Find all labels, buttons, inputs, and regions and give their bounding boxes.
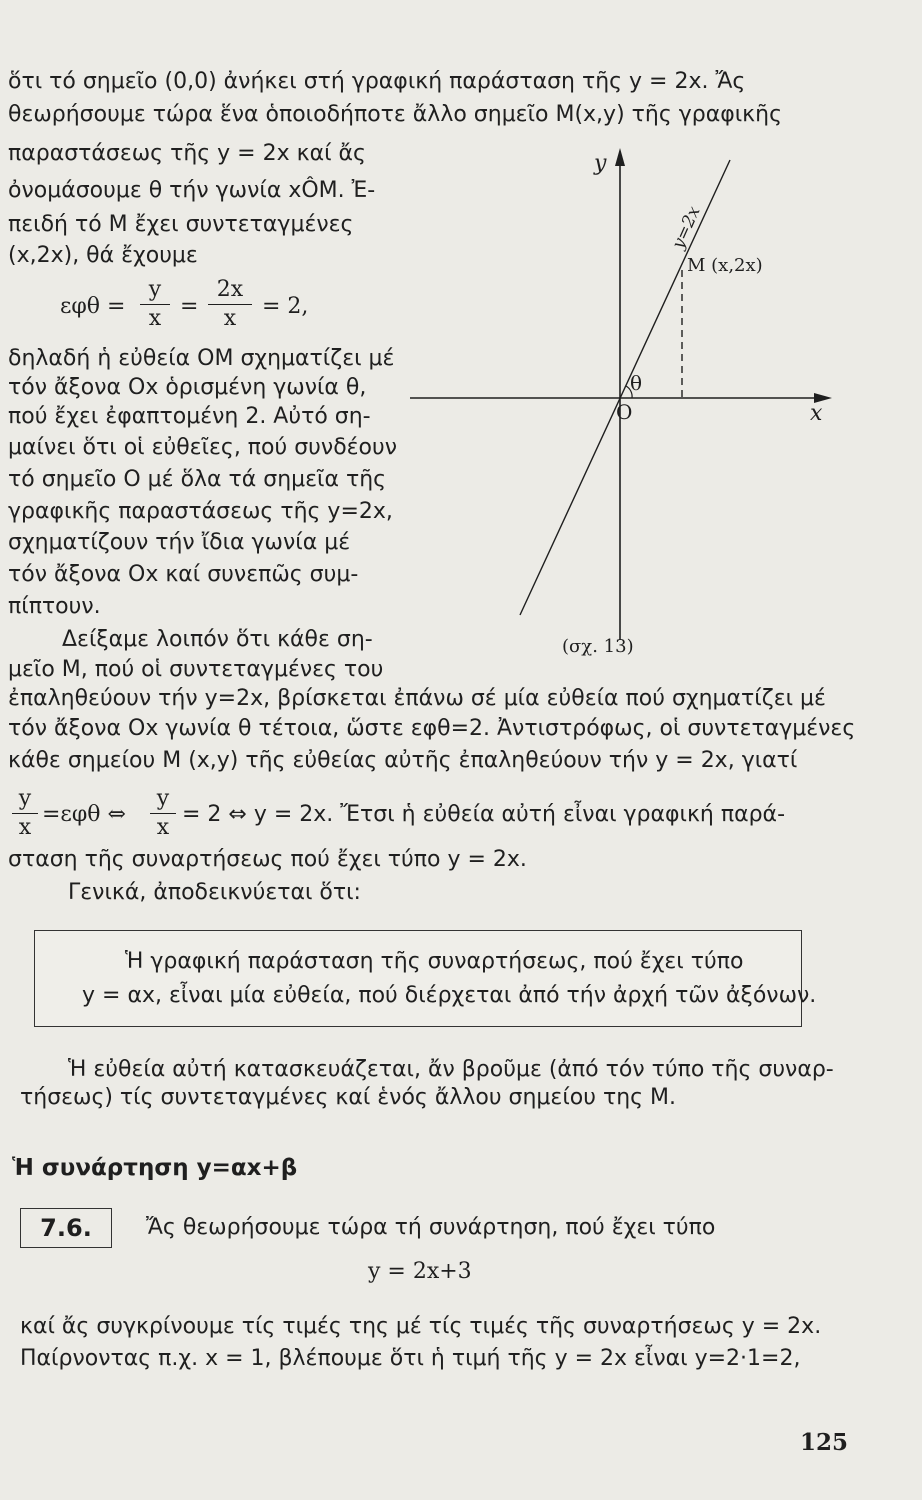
text-line: μαίνει ὅτι οἱ εὐθεῖες, πού συνδέουν bbox=[8, 435, 398, 460]
text-line: ὀνομάσουμε θ τήν γωνία xÔM. Ἐ- bbox=[8, 178, 376, 203]
section-heading: Ἡ συνάρτηση y=αx+β bbox=[12, 1155, 298, 1181]
theorem-line: Ἡ γραφική παράσταση τῆς συναρτήσεως, πού ἔχει τύπο bbox=[125, 949, 744, 974]
equation-text: = 2 ⇔ y = 2x. Ἔτσι ἡ εὐθεία αὐτή εἶναι γραφική παρά- bbox=[182, 802, 786, 827]
text-line: καί ἄς συγκρίνουμε τίς τιμές της μέ τίς τιμές τῆς συναρτήσεως y = 2x. bbox=[20, 1314, 822, 1339]
line-y-2x bbox=[520, 160, 730, 615]
figure-caption: (σχ. 13) bbox=[562, 636, 634, 657]
text-line: ὅτι τό σημεῖο (0,0) ἀνήκει στή γραφική παράσταση τῆς y = 2x. Ἄς bbox=[8, 69, 746, 94]
text-line: σχηματίζουν τήν ἴδια γωνία μέ bbox=[8, 530, 351, 555]
denominator: x bbox=[223, 306, 237, 331]
text-line: δηλαδή ἡ εὐθεία OM σχηματίζει μέ bbox=[8, 346, 395, 371]
text-line: πίπτουν. bbox=[8, 594, 101, 619]
text-line: ἐπαληθεύουν τήν y=2x, βρίσκεται ἐπάνω σέ μία εὐθεία πού σχηματίζει μέ bbox=[8, 686, 826, 711]
section-number: 7.6. bbox=[20, 1208, 112, 1248]
origin-label: O bbox=[616, 400, 633, 424]
numerator: y bbox=[148, 277, 162, 302]
formula: y = 2x+3 bbox=[368, 1259, 472, 1284]
text-line: θεωρήσουμε τώρα ἕνα ὁποιοδήποτε ἄλλο σημεῖο M(x,y) τῆς γραφικῆς bbox=[8, 102, 783, 127]
text-line: παραστάσεως τῆς y = 2x καί ἄς bbox=[8, 141, 366, 166]
text-line: Δείξαμε λοιπόν ὅτι κάθε ση- bbox=[62, 627, 373, 652]
denominator: x bbox=[156, 815, 170, 840]
text-line: μεῖο M, πού οἱ συντεταγμένες του bbox=[8, 657, 384, 682]
fraction bbox=[208, 277, 252, 332]
theorem-box bbox=[34, 930, 802, 1027]
fraction bbox=[140, 277, 170, 332]
text-line: τόν ἄξονα Ox γωνία θ τέτοια, ὥστε εφθ=2. Ἀντιστρόφως, οἱ συντεταγμένες bbox=[8, 716, 856, 741]
text-line: Γενικά, ἀποδεικνύεται ὅτι: bbox=[68, 880, 361, 905]
numerator: y bbox=[18, 786, 32, 811]
x-axis-label: x bbox=[810, 401, 823, 426]
text-line: τό σημεῖο O μέ ὅλα τά σημεῖα τῆς bbox=[8, 467, 387, 492]
text-line: πειδή τό M ἔχει συντεταγμένες bbox=[8, 212, 354, 237]
theorem-line: y = αx, εἶναι μία εὐθεία, πού διέρχεται ἀπό τήν ἀρχή τῶν ἀξόνων. bbox=[82, 983, 817, 1008]
numerator: y bbox=[156, 786, 170, 811]
equation-text: =εφθ ⇔ bbox=[42, 802, 126, 827]
page-number: 125 bbox=[800, 1429, 849, 1456]
equation-rhs: = 2, bbox=[262, 294, 309, 319]
y-axis-arrow-icon bbox=[615, 148, 625, 166]
numerator: 2x bbox=[216, 277, 244, 302]
point-label: M (x,2x) bbox=[687, 255, 763, 276]
text-line: Ἄς θεωρήσουμε τώρα τή συνάρτηση, πού ἔχει τύπο bbox=[146, 1215, 716, 1240]
fraction bbox=[150, 786, 176, 841]
text-line: γραφικῆς παραστάσεως τῆς y=2x, bbox=[8, 499, 393, 524]
equation-mid: = bbox=[180, 294, 199, 319]
angle-label: θ bbox=[630, 371, 643, 395]
text-line: (x,2x), θά ἔχουμε bbox=[8, 243, 198, 268]
denominator: x bbox=[148, 306, 162, 331]
text-line: πού ἔχει ἐφαπτομένη 2. Αὐτό ση- bbox=[8, 404, 371, 429]
text-line: σταση τῆς συναρτήσεως πού ἔχει τύπο y = 2x. bbox=[8, 847, 527, 872]
equation-lhs: εφθ = bbox=[60, 294, 126, 319]
line-label: y=2x bbox=[668, 203, 705, 253]
y-axis-label: y bbox=[594, 151, 607, 176]
text-line: Ἡ εὐθεία αὐτή κατασκευάζεται, ἄν βροῦμε (ἀπό τόν τύπο τῆς συναρ- bbox=[68, 1057, 834, 1082]
text-line: τήσεως) τίς συντεταγμένες καί ἑνός ἄλλου σημείου της M. bbox=[20, 1085, 677, 1110]
text-line: τόν ἄξονα Ox ὁρισμένη γωνία θ, bbox=[8, 375, 367, 400]
fraction bbox=[12, 786, 38, 841]
text-line: τόν ἄξονα Ox καί συνεπῶς συμ- bbox=[8, 562, 359, 587]
denominator: x bbox=[18, 815, 32, 840]
figure-graph bbox=[400, 140, 840, 660]
text-line: κάθε σημείου M (x,y) τῆς εὐθείας αὐτῆς ἐπαληθεύουν τήν y = 2x, γιατί bbox=[8, 748, 798, 773]
text-line: Παίρνοντας π.χ. x = 1, βλέπουμε ὅτι ἡ τιμή τῆς y = 2x εἶναι y=2·1=2, bbox=[20, 1346, 801, 1371]
